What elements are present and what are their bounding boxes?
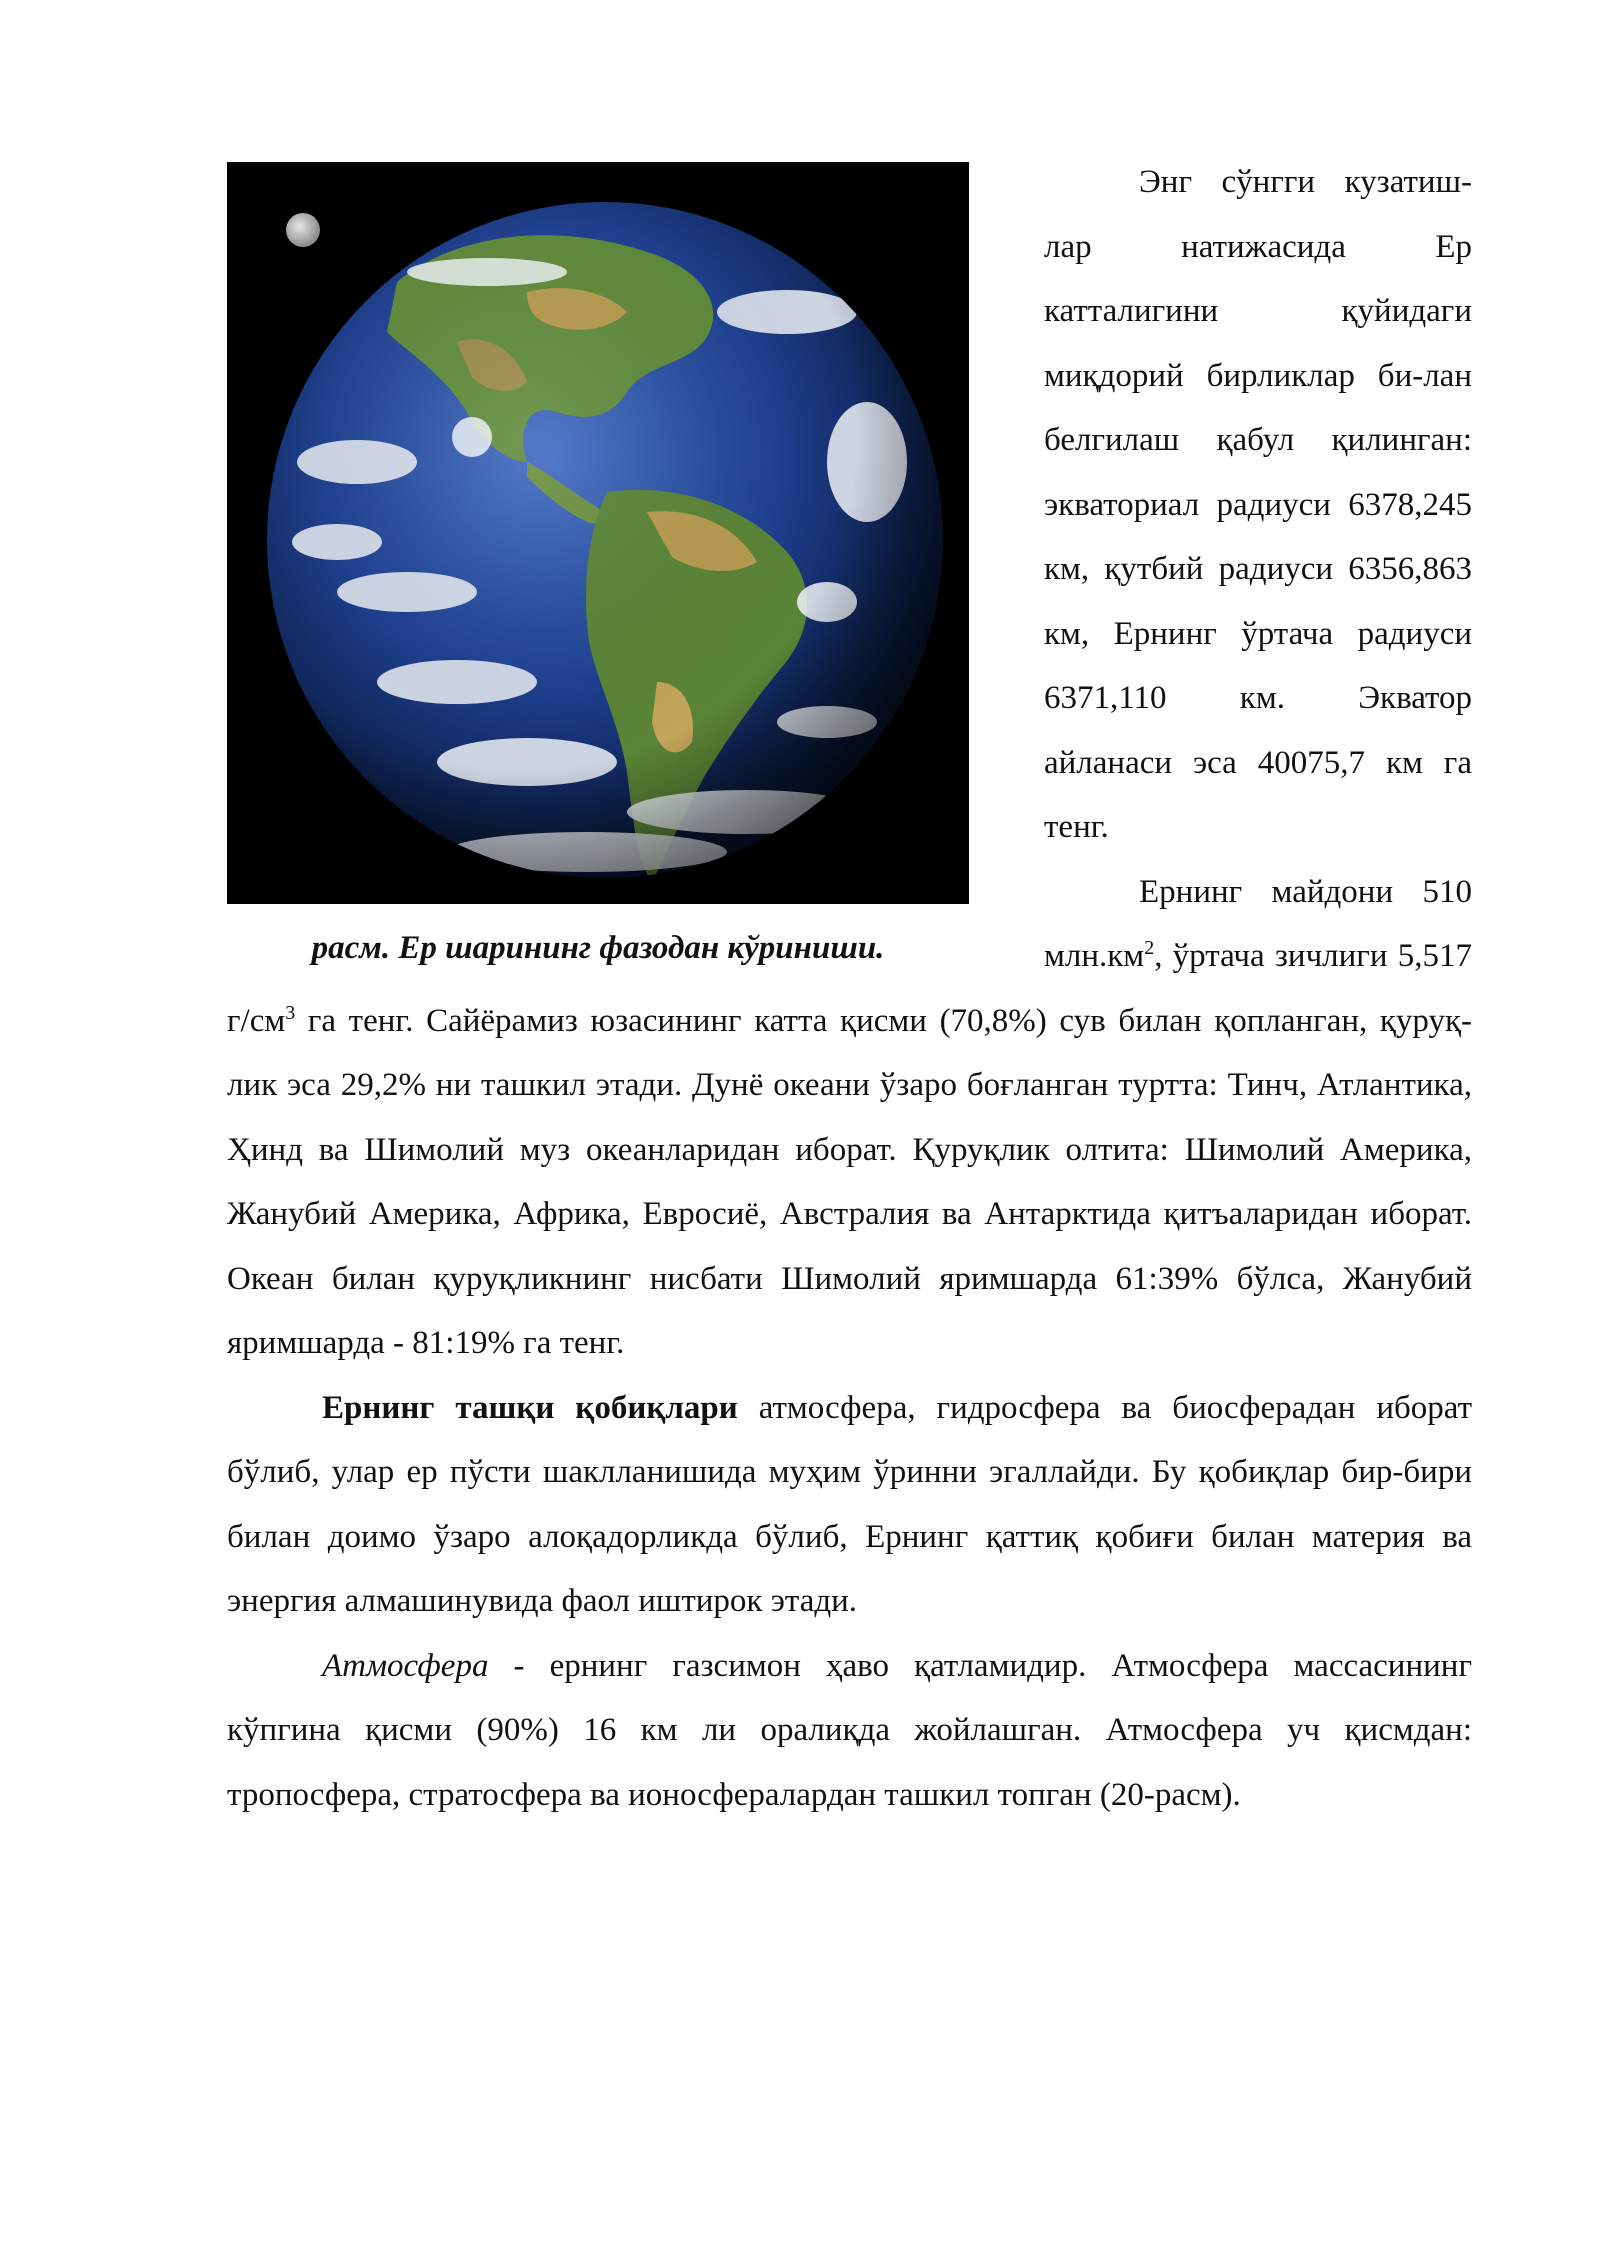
- outer-shells-term: Ернинг ташқи қобиқлари: [322, 1389, 738, 1426]
- paragraph-atmosphere: [227, 1634, 1472, 1828]
- earth-photo: [227, 162, 969, 904]
- paragraph-outer-shells: [227, 1376, 1472, 1634]
- paragraph-earth-dimensions: Энг сўнгги кузатиш-лар натижасида Ер катталигини қуйидаги миқдорий бирликлар би-лан белгилаш қабул қилинган: экваториал радиуси 6378,245 км, қутбий радиуси 6356,863 км, Ернинг ўртача радиуси 6371,110 км. Экватор айланаси эса 40075,7 км га тенг.: [1044, 164, 1472, 845]
- area-text-part-1: Ернинг майдони 510 млн.км: [1044, 873, 1472, 974]
- earth-figure: [227, 150, 1007, 981]
- document-page: [227, 150, 1472, 1827]
- area-text-part-3: га тенг. Сайёрамиз юзасининг катта қисми (70,8%) сув билан қопланган, қуруқ-лик эса 29,2% ни ташкил этади. Дунё океани ўзаро боғланган туртта: Тинч, Атлантика, Ҳинд ва Шимолий муз океанларидан иборат. Қуруқлик олтита: Шимолий Америка, Жанубий Америка, Африка, Евросиё, Австралия ва Антарктида қитъаларидан иборат. Океан билан қуруқликнинг нисбати Шимолий яримшарда 61:39% бўлса, Жанубий яримшарда - 81:19% га тенг.: [227, 1002, 1472, 1361]
- superscript-cube: 3: [285, 1001, 296, 1024]
- outer-shells-text: атмосфера, гидросфера ва биосферадан иборат бўлиб, улар ер пўсти шаклланишида муҳим ўринни эгаллайди. Бу қобиқлар бир-бири билан доимо ўзаро алоқадорликда бўлиб, Ернинг қаттиқ қобиғи билан материя ва энергия алмашинувида фаол иштирок этади.: [227, 1389, 1473, 1619]
- atmosphere-term: Атмосфера: [322, 1647, 489, 1684]
- earth-from-space-image: [227, 162, 969, 904]
- area-text-part-2: , ўртача зичлиги 5,517 г/см: [227, 938, 1472, 1039]
- atmosphere-text: - ернинг газсимон ҳаво қатламидир. Атмосфера массасининг кўпгина қисми (90%) 16 км ли оралиқда жойлашган. Атмосфера уч қисмдан: тропосфера, стратосфера ва ионосфералардан ташкил топган (20-расм).: [227, 1647, 1472, 1813]
- superscript-square: 2: [1144, 937, 1155, 959]
- moon-shape: [286, 213, 320, 247]
- figure-caption: расм. Ер шарининг фазодан кўриниши.: [311, 930, 885, 966]
